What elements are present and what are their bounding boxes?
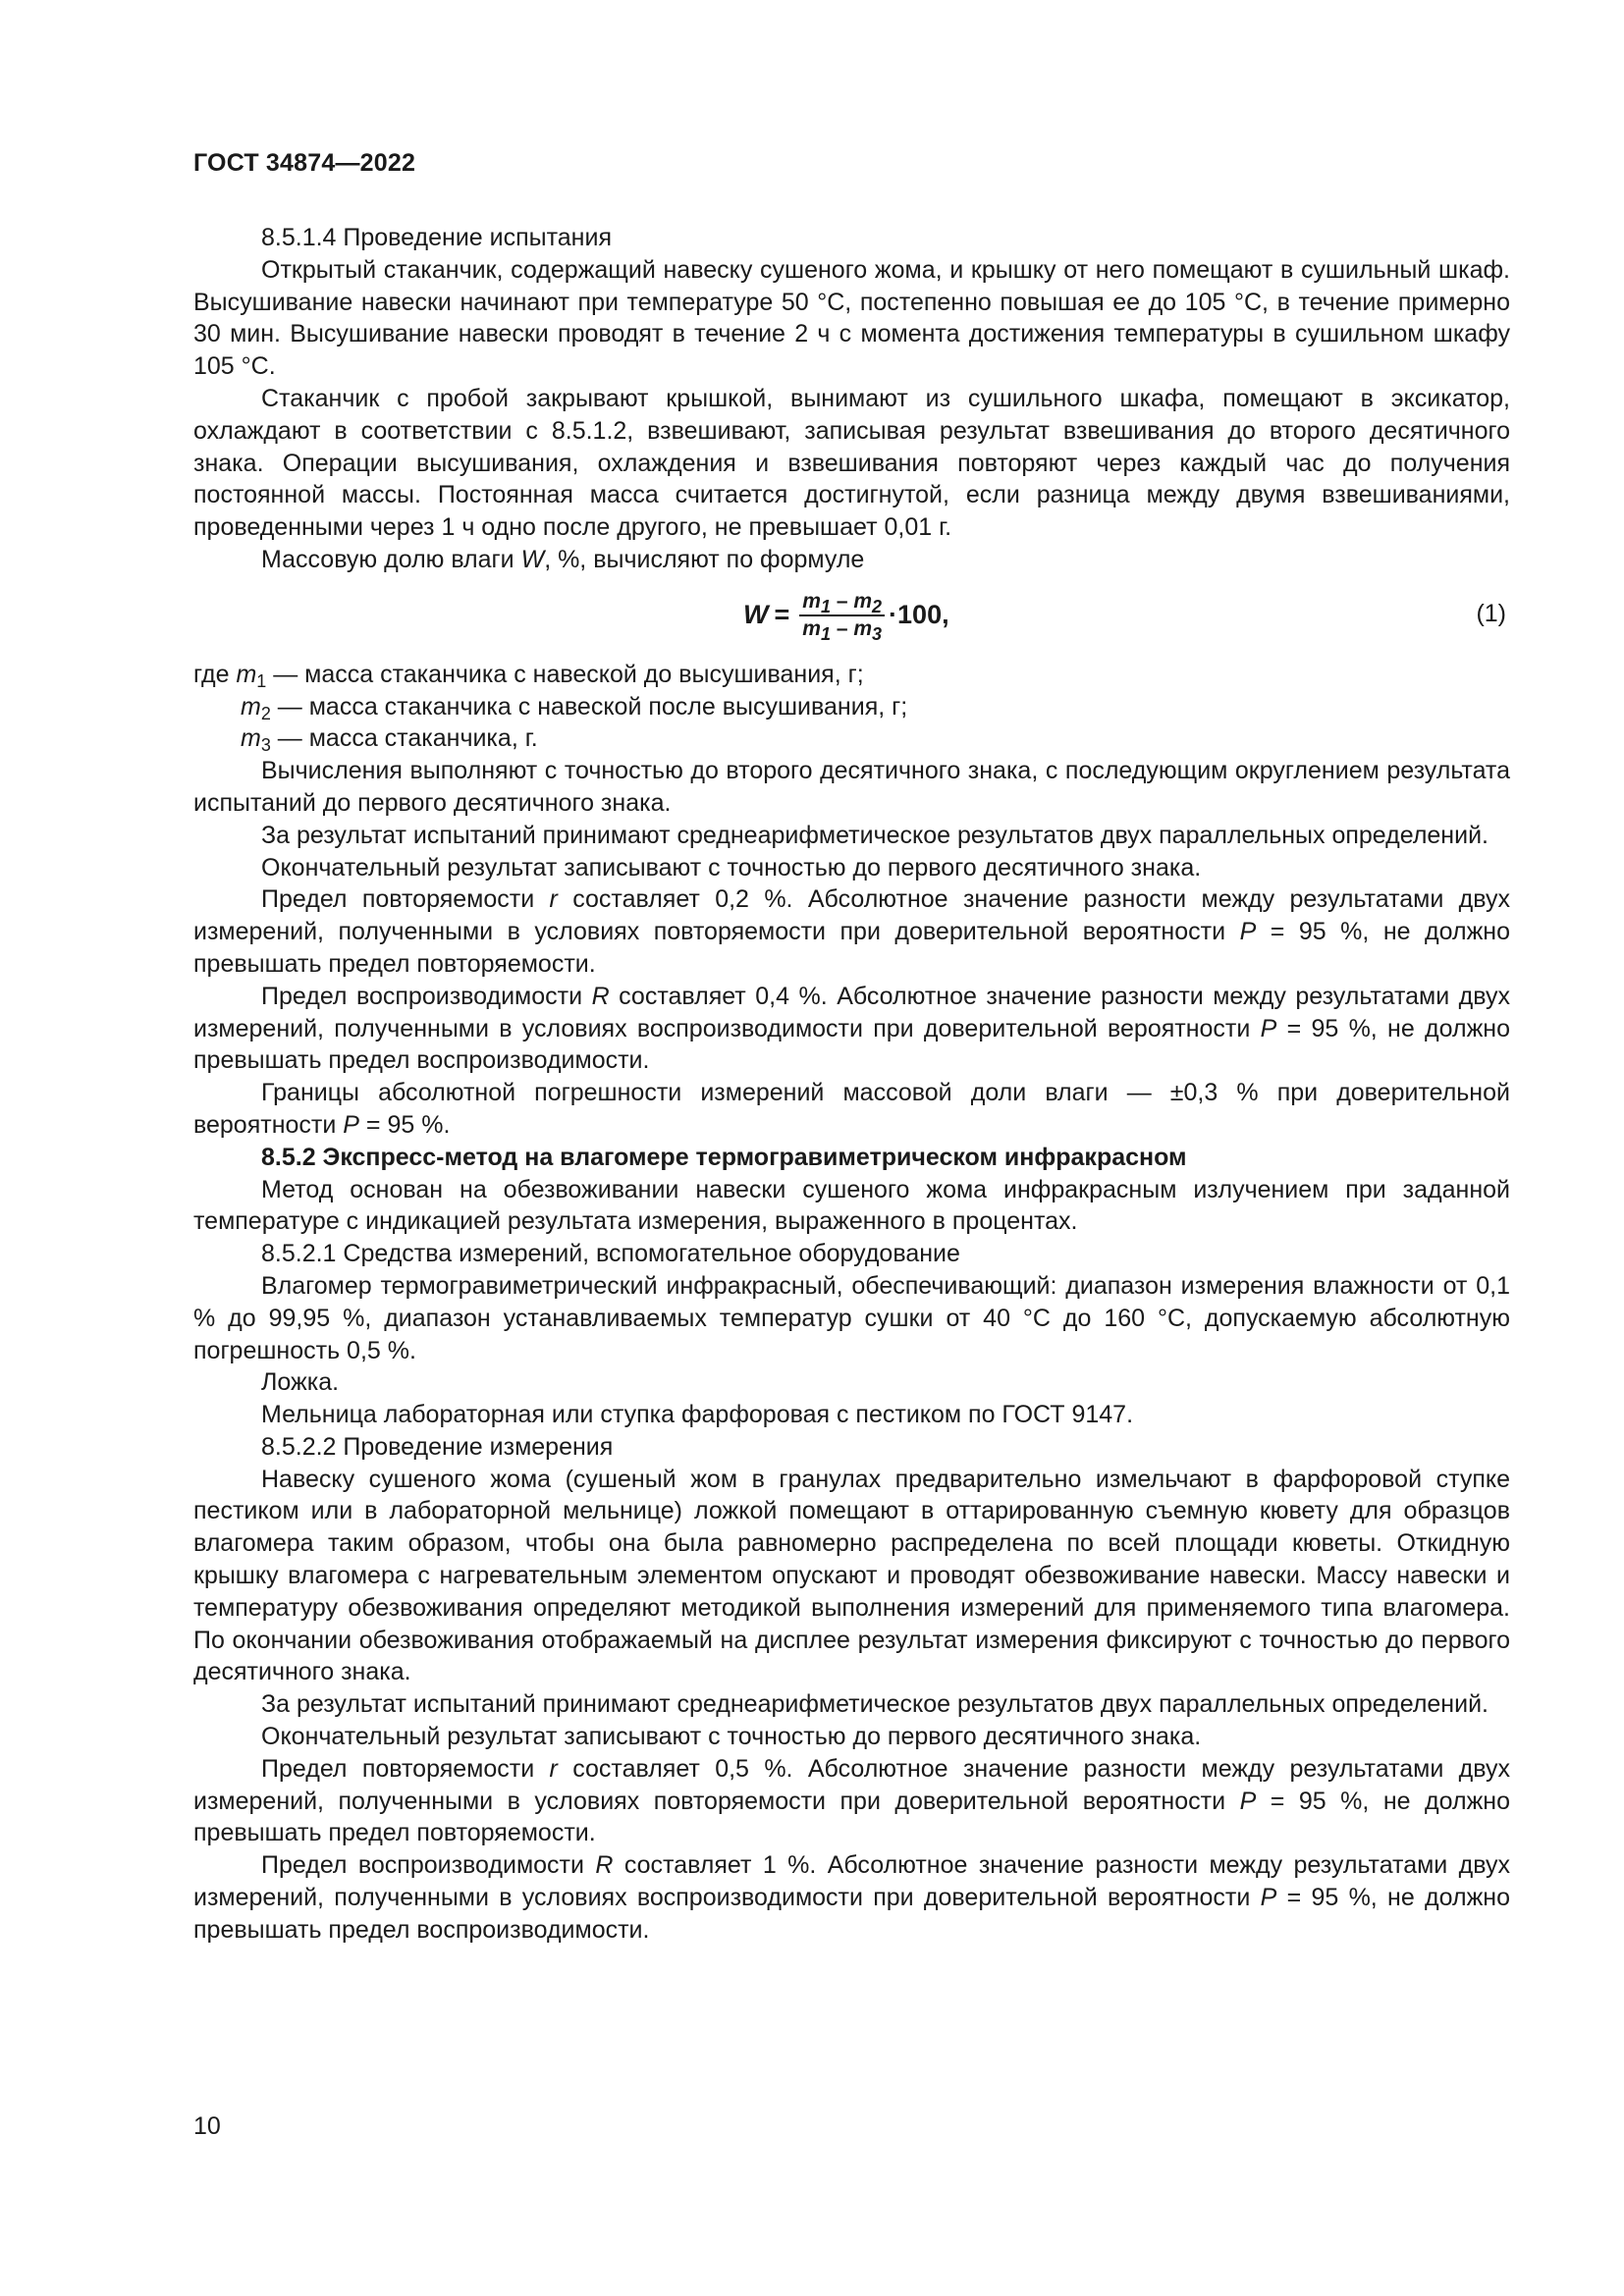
paragraph: Стаканчик с пробой закрывают крышкой, вынимают из сушильного шкафа, помещают в эксикатор, охлаждают в соответствии с 8.5.1.2, взвешивают, записывая результат взвешивания до второго десятичного знака. Операции высушивания, охлаждения и взвешивания повторяют через каждый час до получения постоянной массы. Постоянная масса считается достигнутой, если разница между двумя взвешиваниями, проведенными через 1 ч одно после другого, не превышает 0,01 г. bbox=[193, 384, 1510, 542]
paragraph: Ложка. bbox=[261, 1368, 340, 1397]
paragraph: За результат испытаний принимают среднеарифметическое результатов двух параллельных определений. bbox=[261, 1690, 1489, 1719]
section-8522-title: 8.5.2.2 Проведение измерения bbox=[261, 1432, 614, 1461]
paragraph: Вычисления выполняют с точностью до второго десятичного знака, с последующим округлением результата испытаний до первого десятичного знака. bbox=[193, 757, 1510, 817]
paragraph: Открытый стаканчик, содержащий навеску сушеного жома, и крышку от него помещают в сушильный шкаф. Высушивание навески начинают при температуре 50 °С, постепенно повышая ее до 105 °С, в течение примерно 30 мин. Высушивание навески проводят в течение 2 ч с момента достижения температуры в сушильном шкафу 105 °С. bbox=[193, 255, 1510, 381]
paragraph: Навеску сушеного жома (сушеный жом в гранулах предварительно измельчают в фарфоровой ступке пестиком или в лабораторной мельнице) ложкой помещают в оттарированную съемную кювету для образцов влагомера таким образом, чтобы она была равномерно распределена по всей площади кюветы. Откидную крышку влагомера с нагревательным элементом опускают и проводят обезвоживание навески. Массу навески и температуру обезвоживания определяют методикой выполнения измерений для применяемого типа влагомера. По окончании обезвоживания отображаемый на дисплее результат измерения фиксируют с точностью до первого десятичного знака. bbox=[193, 1465, 1510, 1686]
paragraph: Окончательный результат записывают с точностью до первого десятичного знака. bbox=[261, 1723, 1202, 1751]
paragraph: Границы абсолютной погрешности измерений массовой доли влаги — ±0,3 % при доверительной вероятности P = 95 %. bbox=[193, 1079, 1510, 1139]
formula-expression: W = $\frac{m_1 - m_2}{m_1 - m_3}$ ·100, bbox=[743, 589, 949, 644]
paragraph: Предел повторяемости r составляет 0,5 %. Абсолютное значение разности между результатами двух измерений, полученными в условиях повторяемости при доверительной вероятности P = 95 %, не должно превышать предел повторяемости. bbox=[193, 1754, 1511, 1847]
section-852-title: 8.5.2 Экспресс-метод на влагомере термогравиметрическом инфракрасном bbox=[261, 1143, 1187, 1171]
paragraph: Мельница лабораторная или ступка фарфоровая с пестиком по ГОСТ 9147. bbox=[261, 1401, 1134, 1429]
formula-number: (1) bbox=[1476, 599, 1506, 627]
formula-legend bbox=[193, 659, 1510, 755]
paragraph: Метод основан на обезвоживании навески сушеного жома инфракрасным излучением при заданной температуре с индикацией результата измерения, выраженного в процентах. bbox=[193, 1175, 1510, 1236]
paragraph: За результат испытаний принимают среднеарифметическое результатов двух параллельных определений. bbox=[261, 821, 1489, 849]
paragraph: Массовую долю влаги W, %, вычисляют по формуле bbox=[261, 545, 865, 573]
legend-item: $m_3$ — масса стаканчика, г. bbox=[241, 724, 538, 756]
page-number: 10 bbox=[193, 2112, 221, 2140]
legend-item: $m_2$ — масса стаканчика с навеской после высушивания, г; bbox=[241, 692, 908, 723]
section-8514-title: 8.5.1.4 Проведение испытания bbox=[261, 224, 612, 251]
paragraph: Окончательный результат записывают с точностью до первого десятичного знака. bbox=[261, 853, 1202, 881]
document-header: ГОСТ 34874—2022 bbox=[193, 149, 416, 177]
fraction-numerator: $m_1 - m_2$ bbox=[799, 590, 885, 616]
formula-fraction bbox=[799, 589, 885, 644]
paragraph: Предел повторяемости r составляет 0,2 %. Абсолютное значение разности между результатами двух измерений, полученными в условиях повторяемости при доверительной вероятности P = 95 %, не должно превышать предел повторяемости. bbox=[193, 885, 1511, 978]
paragraph: Предел воспроизводимости R составляет 0,4 %. Абсолютное значение разности между результатами двух измерений, полученными в условиях воспроизводимости при доверительной вероятности P = 95 %, не должно превышать предел воспроизводимости. bbox=[193, 982, 1511, 1075]
section-8521-title: 8.5.2.1 Средства измерений, вспомогательное оборудование bbox=[261, 1240, 960, 1268]
paragraph: Предел воспроизводимости R составляет 1 %. Абсолютное значение разности между результатами двух измерений, полученными в условиях воспроизводимости при доверительной вероятности P = 95 %, не должно превышать предел воспроизводимости. bbox=[193, 1851, 1511, 1944]
page-content bbox=[193, 222, 1510, 1947]
fraction-denominator: $m_1 - m_3$ bbox=[802, 616, 883, 644]
paragraph: Влагомер термогравиметрический инфракрасный, обеспечивающий: диапазон измерения влажности от 0,1 % до 99,95 %, диапазон устанавливаемых температур сушки от 40 °С до 160 °С, допускаемую абсолютную погрешность 0,5 %. bbox=[193, 1271, 1510, 1364]
formula-1 bbox=[193, 576, 1510, 659]
legend-item: где $m_1$ — масса стаканчика с навеской до высушивания, г; bbox=[193, 660, 864, 691]
